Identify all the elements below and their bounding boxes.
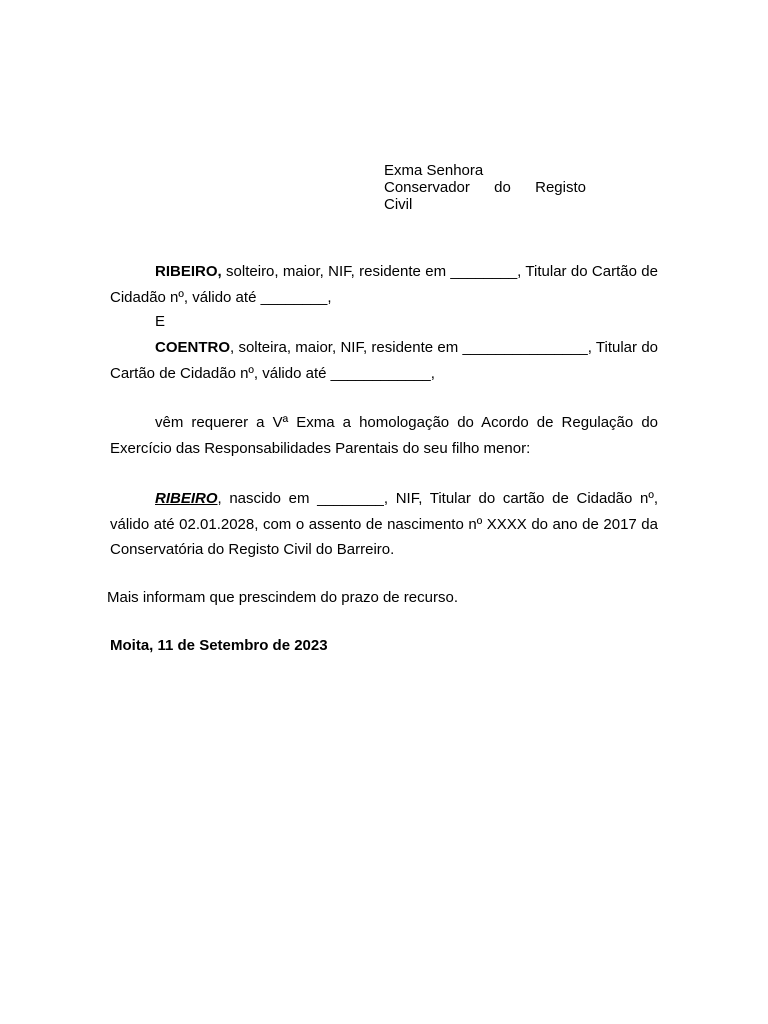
request-text: vêm requerer a Vª Exma a homologação do Acordo de Regulação do Exercício das Responsabilidades Parentais do seu filho menor: <box>110 414 658 457</box>
child-name: RIBEIRO <box>155 490 218 507</box>
second-party-name: COENTRO <box>155 339 230 356</box>
first-party-paragraph <box>110 259 658 310</box>
child-paragraph <box>110 486 658 563</box>
child-details: , nascido em ________, NIF, Titular do cartão de Cidadão nº, válido até 02.01.2028, com o assento de nascimento nº XXXX do ano de 2017 da Conservatória do Registo Civil do Barreiro. <box>110 490 658 558</box>
request-paragraph <box>110 410 658 461</box>
first-party-details: solteiro, maior, NIF, residente em ________, Titular do Cartão de Cidadão nº, válido até ________, <box>110 263 658 306</box>
second-party-paragraph <box>110 335 658 386</box>
addressee-title: Conservador do Registo <box>384 179 586 196</box>
addressee-salutation: Exma Senhora <box>384 162 484 179</box>
first-party-name: RIBEIRO, <box>155 263 222 280</box>
second-party-details: , solteira, maior, NIF, residente em _______________, Titular do Cartão de Cidadão nº, válido até ____________, <box>110 339 658 382</box>
addressee-title-end: Civil <box>384 196 413 213</box>
conjunction: E <box>155 313 166 330</box>
place-date: Moita, 11 de Setembro de 2023 <box>110 637 328 654</box>
information-paragraph: Mais informam que prescindem do prazo de recurso. <box>107 589 458 606</box>
addressee-block <box>384 162 586 213</box>
